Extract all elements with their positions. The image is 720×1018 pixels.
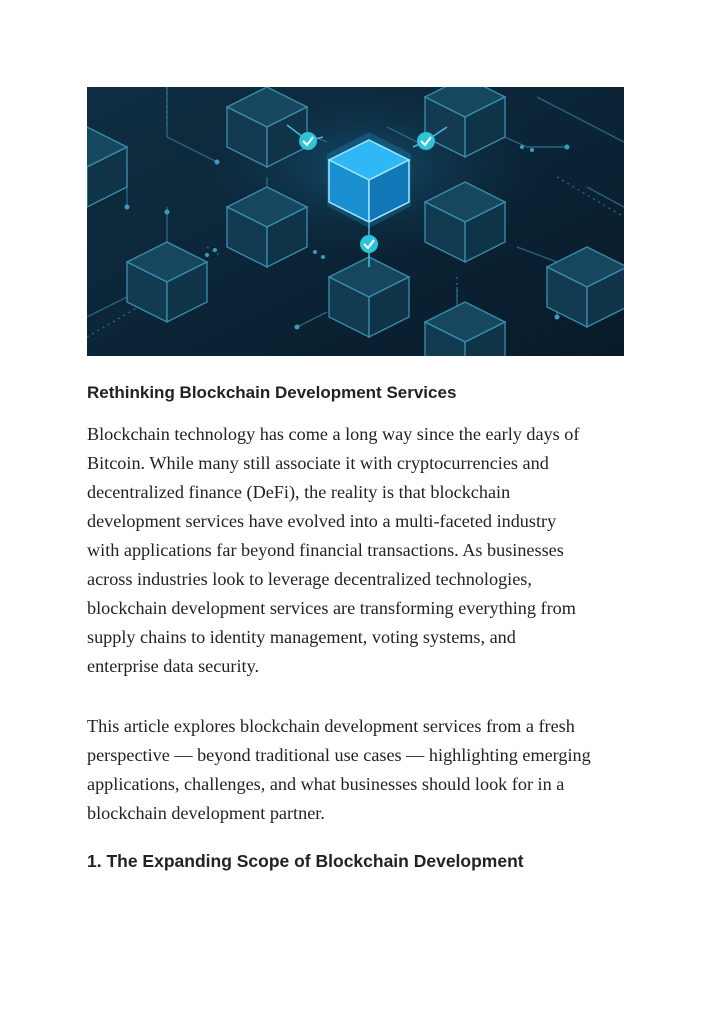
check-icon [299, 132, 317, 150]
hero-image [87, 87, 624, 356]
paragraph-line: across industries look to leverage decentralized technologies, [87, 569, 532, 589]
check-icon [417, 132, 435, 150]
paragraph-line: decentralized finance (DeFi), the reality is that blockchain [87, 482, 511, 502]
paragraph-line: Bitcoin. While many still associate it with cryptocurrencies and [87, 453, 549, 473]
paragraph-line: enterprise data security. [87, 656, 260, 676]
section-heading: 1. The Expanding Scope of Blockchain Development [87, 851, 524, 871]
paragraph-line: with applications far beyond financial transactions. As businesses [87, 540, 564, 560]
paragraph-line: perspective — beyond traditional use cases — highlighting emerging [87, 745, 591, 765]
check-icon [360, 235, 378, 253]
paragraph-line: Blockchain technology has come a long way since the early days of [87, 424, 580, 444]
paragraph-line: blockchain development partner. [87, 803, 325, 823]
overview-paragraph [87, 712, 637, 828]
article-title: Rethinking Blockchain Development Services [87, 383, 457, 402]
paragraph-line: applications, challenges, and what businesses should look for in a [87, 774, 565, 794]
intro-paragraph [87, 420, 637, 681]
paragraph-line: supply chains to identity management, voting systems, and [87, 627, 516, 647]
paragraph-line: development services have evolved into a multi-faceted industry [87, 511, 557, 531]
paragraph-line: This article explores blockchain development services from a fresh [87, 716, 575, 736]
blockchain-cubes-illustration [87, 87, 624, 356]
paragraph-line: blockchain development services are transforming everything from [87, 598, 576, 618]
